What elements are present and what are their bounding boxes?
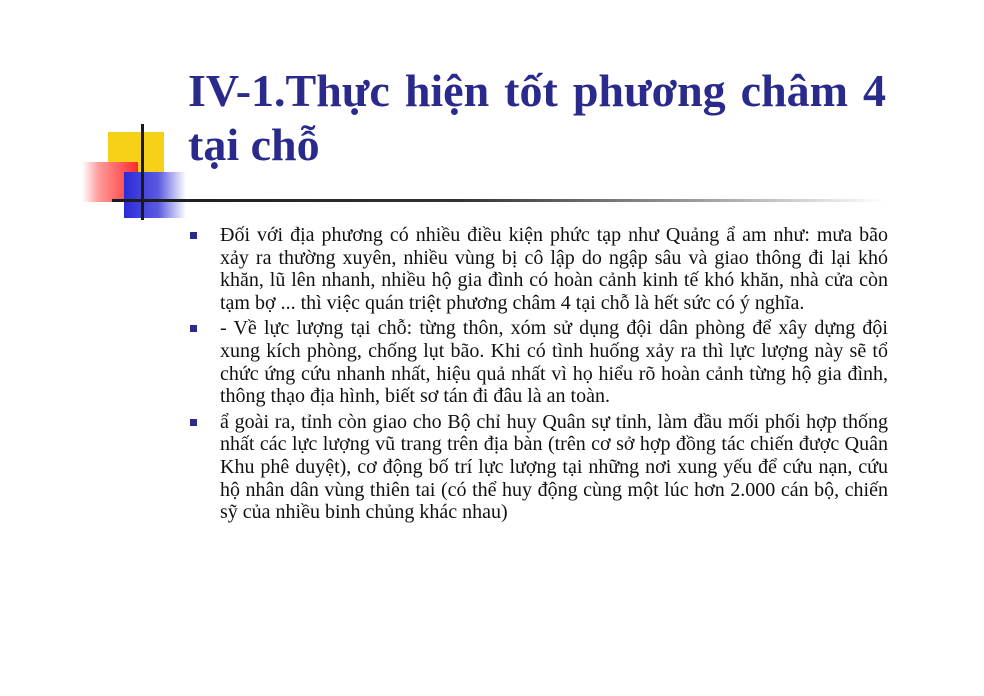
decorative-vertical-line [141, 124, 144, 220]
bullet-text: Đối với địa phương có nhiều điều kiện phức tạp như Quảng ẩ am như: mưa bão xảy ra thường xuyên, nhiều vùng bị cô lập do ngập sâu và giao thông đi lại khó khăn, lũ lên nhanh, nhiều hộ gia đình có hoàn cảnh kinh tế khó khăn, nhà cửa còn tạm bợ ... thì việc quán triệt phương châm 4 tại chỗ là hết sức có ý nghĩa. [220, 224, 888, 314]
bullet-list [190, 224, 888, 527]
bullet-item [190, 411, 888, 524]
bullet-text: ẩ goài ra, tỉnh còn giao cho Bộ chỉ huy Quân sự tỉnh, làm đầu mối phối hợp thống nhất các lực lượng vũ trang trên địa bàn (trên cơ sở hợp đồng tác chiến được Quân Khu phê duyệt), cơ động bố trí lực lượng tại những nơi xung yếu để cứu nạn, cứu hộ nhân dân vùng thiên tai (có thể huy động cùng một lúc hơn 2.000 cán bộ, chiến sỹ của nhiều binh chủng khác nhau) [220, 410, 888, 524]
bullet-square-icon [190, 325, 197, 332]
decorative-blue-square [124, 172, 186, 218]
bullet-text: - Về lực lượng tại chỗ: từng thôn, xóm sử dụng đội dân phòng để xây dựng đội xung kích phòng, chống lụt bão. Khi có tình huống xảy ra thì lực lượng này sẽ tổ chức ứng cứu nhanh nhất, hiệu quả nhất vì họ hiểu rõ hoàn cảnh từng hộ gia đình, thông thạo địa hình, biết sơ tán đi đâu là an toàn. [220, 317, 888, 408]
bullet-item [190, 224, 888, 314]
title-underline [112, 199, 886, 202]
bullet-square-icon [190, 232, 197, 239]
slide-title: IV-1.Thực hiện tốt phương châm 4 tại chỗ [188, 65, 886, 170]
bullet-item [190, 317, 888, 407]
bullet-square-icon [190, 419, 197, 426]
